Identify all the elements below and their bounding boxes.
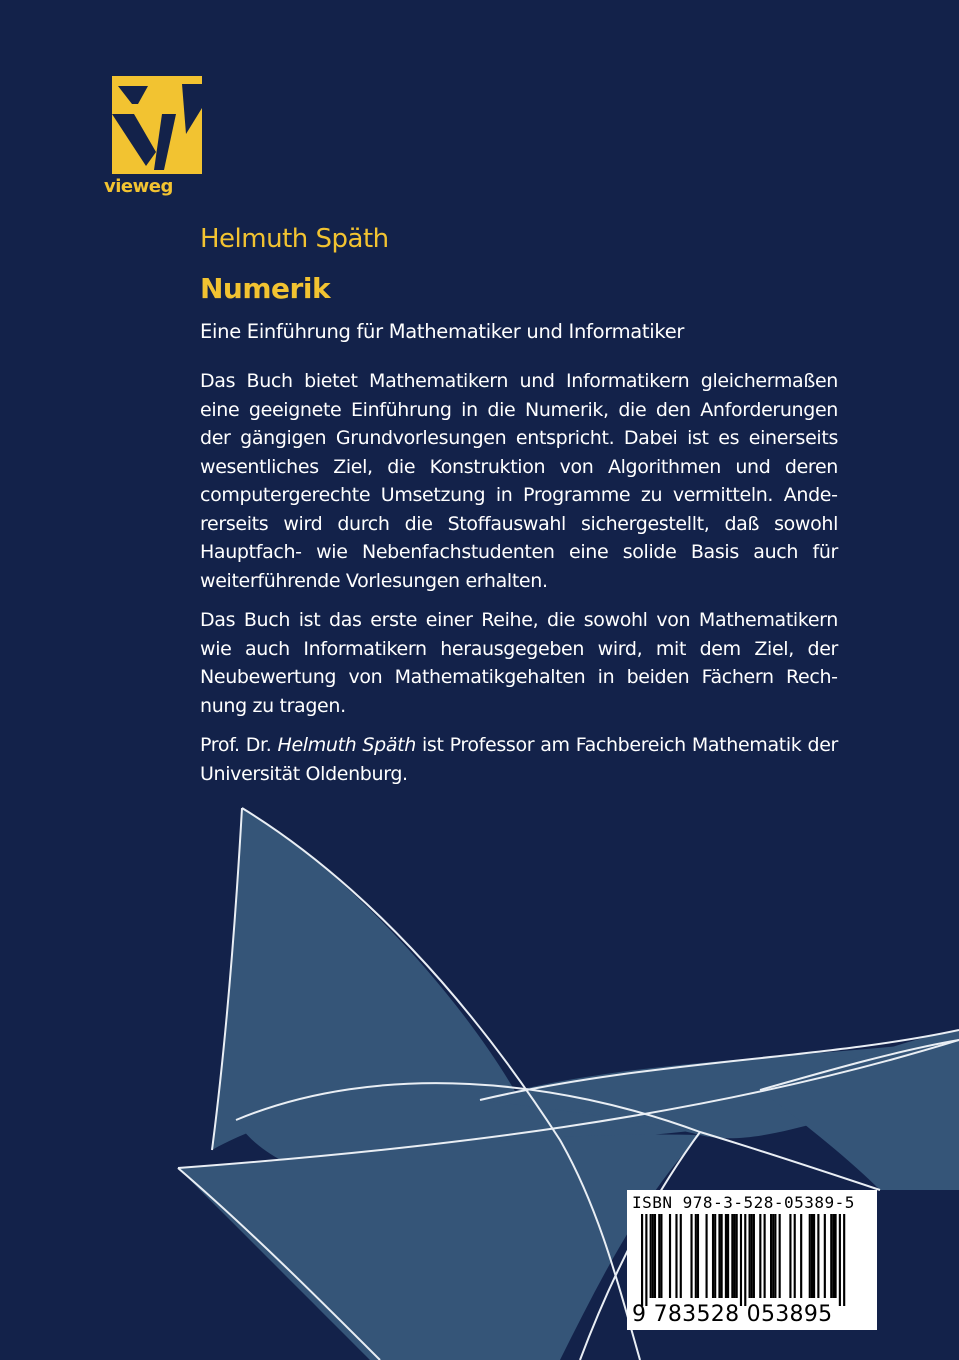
barcode-bar [794, 1214, 796, 1298]
barcode-bar [809, 1214, 811, 1298]
barcode-bar [779, 1214, 781, 1298]
barcode-bar [744, 1214, 746, 1306]
barcode-bar [772, 1214, 774, 1298]
barcode-bar [759, 1214, 761, 1298]
barcode-bar [813, 1214, 815, 1298]
barcode-bar [645, 1214, 647, 1306]
barcode-bar [832, 1214, 834, 1298]
barcode-bar [843, 1214, 845, 1306]
barcode-bar [660, 1214, 662, 1298]
barcode-bar [774, 1214, 776, 1298]
ean-digits: 9 783528 053895 [632, 1302, 833, 1327]
barcode-bar [658, 1214, 660, 1298]
barcode-bar [712, 1214, 714, 1298]
author-bio-suffix: ist Professor am Fachbereich Mathematik der Universität Oldenburg. [200, 734, 838, 785]
barcode-bar [695, 1214, 697, 1298]
barcode-bar [727, 1214, 729, 1298]
barcode-bar [740, 1214, 742, 1306]
author-name: Helmuth Späth [200, 224, 389, 254]
barcode-bar [789, 1214, 791, 1298]
barcode-bar [824, 1214, 826, 1298]
barcode-bar [839, 1214, 841, 1306]
book-title: Numerik [200, 272, 331, 305]
ean-barcode [633, 1214, 871, 1308]
barcode-bar [652, 1214, 654, 1298]
barcode-bar [817, 1214, 819, 1298]
barcode-bar [654, 1214, 656, 1298]
author-bio-name: Helmuth Späth [277, 734, 416, 756]
barcode-bar [697, 1214, 699, 1298]
barcode-bar [680, 1214, 682, 1298]
barcode-bar [811, 1214, 813, 1298]
description-paragraph-1: Das Buch bietet Mathematikern und Informatikern gleichermaßen eine geeignete Einführung in die Numerik, die den Anforderungen der gängigen Grundvorlesungen entspricht. Dabei ist es einerseits wesentliches Ziel, die Konstruktion von Algorithmen und deren computergerechte Umsetzung in Programme zu vermitteln. Andererseits wird durch die Stoffauswahl sichergestellt, daß sowohl Hauptfach- wie Nebenfachstudenten eine solide Basis auch für weiterführende Vorlesungen erhalten. [200, 370, 838, 592]
barcode-bar [731, 1214, 733, 1298]
barcode-bar [669, 1214, 671, 1298]
barcode-bar [714, 1214, 716, 1298]
description-paragraph-2: Das Buch ist das erste einer Reihe, die sowohl von Mathematikern wie auch Informatikern herausgegeben wird, mit dem Ziel, der Neubewertung von Mathematikgehalten in beiden Fächern Rechnung zu tragen. [200, 609, 838, 717]
barcode-bar [800, 1214, 802, 1298]
isbn-label: ISBN 978-3-528-05389-5 [632, 1193, 855, 1212]
barcode-bar [749, 1214, 751, 1298]
barcode-bar [721, 1214, 723, 1298]
barcode-bar [770, 1214, 772, 1298]
barcode-bar [753, 1214, 755, 1298]
author-bio [200, 731, 838, 788]
barcode-bar [725, 1214, 727, 1298]
barcode-bar [706, 1214, 708, 1298]
artwork-shape-lower [178, 1134, 700, 1360]
book-description [200, 367, 838, 799]
barcode-bar [690, 1214, 692, 1298]
barcode-bar [650, 1214, 652, 1298]
barcode-bar [764, 1214, 766, 1298]
barcode-bar [830, 1214, 832, 1298]
book-subtitle: Eine Einführung für Mathematiker und Informatiker [200, 320, 685, 343]
barcode-bar [835, 1214, 837, 1298]
barcode-bar [675, 1214, 677, 1298]
barcode-bar [641, 1214, 643, 1306]
barcode-bar [736, 1214, 738, 1298]
publisher-logo-text: vieweg [104, 176, 173, 197]
barcode-bar [718, 1214, 720, 1298]
author-bio-prefix: Prof. Dr. [200, 734, 278, 756]
barcode-bar [733, 1214, 735, 1298]
barcode-bar [751, 1214, 753, 1298]
